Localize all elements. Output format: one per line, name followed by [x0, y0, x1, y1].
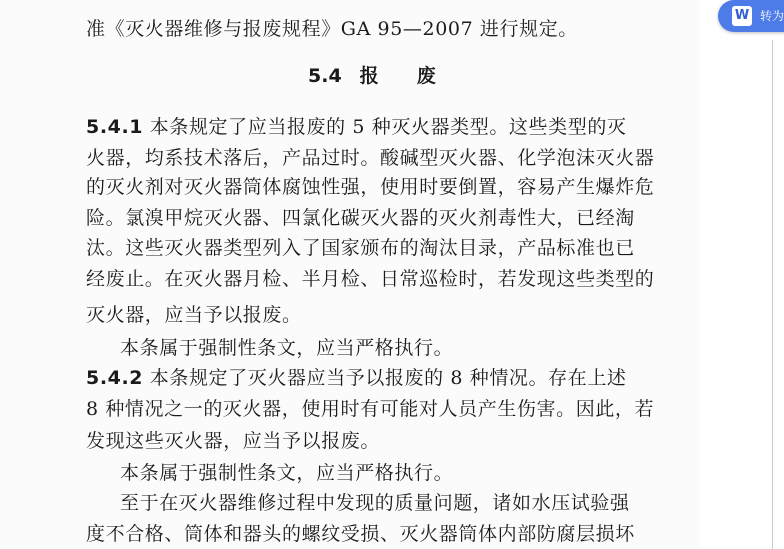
- paragraph-line: 险。氯溴甲烷灭火器、四氯化碳灭火器的灭火剂毒性大，已经淘: [86, 207, 635, 229]
- clause-text: 本条规定了应当报废的 5 种灭火器类型。这些类型的灭: [143, 116, 627, 138]
- paragraph-line: 汰。这些灭火器类型列入了国家颁布的淘汰目录，产品标准也已: [86, 237, 635, 259]
- section-heading-word: 报: [359, 65, 379, 87]
- convert-button-label: 转为: [760, 9, 784, 23]
- convert-to-word-button[interactable]: [718, 0, 784, 32]
- paragraph-line: 至于在灭火器维修过程中发现的质量问题，诸如水压试验强: [120, 492, 630, 514]
- clause-5-4-2-line: [86, 366, 627, 390]
- paragraph-line: 灭火器，应当予以报废。: [86, 304, 302, 326]
- paragraph-line: 的灭火剂对灭火器筒体腐蚀性强，使用时要倒置，容易产生爆炸危: [86, 176, 655, 198]
- word-icon: W: [732, 6, 752, 26]
- clause-5-4-1-line: [86, 115, 627, 139]
- section-heading-word: 废: [416, 65, 436, 87]
- paragraph-line: 经废止。在灭火器月检、半月检、日常巡检时，若发现这些类型的: [86, 268, 655, 290]
- mandatory-note: 本条属于强制性条文，应当严格执行。: [120, 337, 454, 359]
- paragraph-line: 8 种情况之一的灭火器，使用时有可能对人员产生伤害。因此，若: [86, 398, 655, 420]
- clause-text: 本条规定了灭火器应当予以报废的 8 种情况。存在上述: [143, 367, 627, 389]
- paragraph-line: 准《灭火器维修与报废规程》GA 95—2007 进行规定。: [86, 18, 578, 40]
- section-heading-number: 5.4: [308, 65, 342, 87]
- paragraph-line: 发现这些灭火器，应当予以报废。: [86, 430, 381, 452]
- mandatory-note: 本条属于强制性条文，应当严格执行。: [120, 462, 454, 484]
- clause-number: 5.4.1: [86, 116, 144, 138]
- section-heading: [308, 64, 436, 88]
- clause-number: 5.4.2: [86, 367, 144, 389]
- paragraph-line: 度不合格、筒体和器头的螺纹受损、灭火器筒体内部防腐层损坏: [86, 523, 635, 545]
- page-edge-divider: [772, 40, 773, 549]
- paragraph-line: 火器，均系技术落后，产品过时。酸碱型灭火器、化学泡沫灭火器: [86, 147, 655, 169]
